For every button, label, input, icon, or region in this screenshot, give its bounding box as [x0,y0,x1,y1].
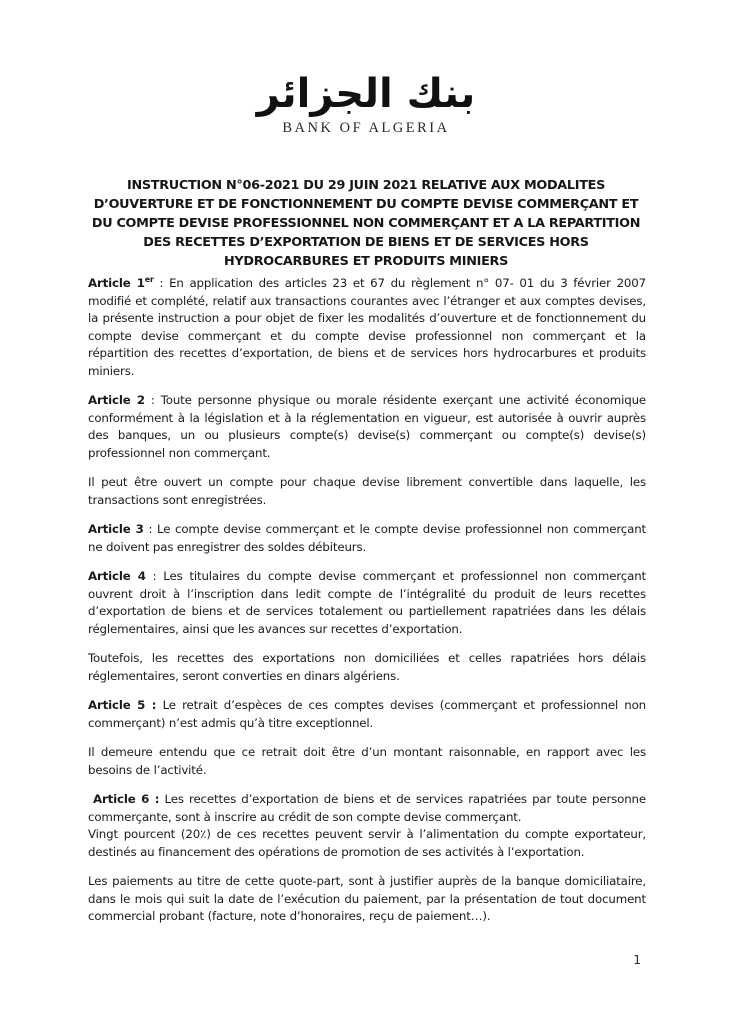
article-paragraph: Article 3 : Le compte devise commerçant et le compte devise professionnel non commerçant ne doivent pas enregistrer des soldes débiteurs. [88,522,647,554]
paragraph-text: Les titulaires du compte devise commerçant et professionnel non commerçant ouvrent droit à l’inscription dans ledit compte de l’intégralité du produit de leurs recettes d’exportation de biens et de services totalement ou partiellement rapatriées dans les délais réglementaires, ainsi que les avances sur recettes d’exportation. [88,569,646,636]
ordinal-superscript: er [144,275,154,285]
paragraph-text: Il peut être ouvert un compte pour chaque devise librement convertible dans laquelle, les transactions sont enregistrées. [88,475,646,507]
body-paragraph [88,474,646,509]
article-label: Article 6 : [93,792,160,806]
article-label: Article 1er [88,275,154,290]
body-paragraph [88,826,646,861]
page-number: 1 [633,953,641,967]
paragraph-text: En application des articles 23 et 67 du règlement n° 07- 01 du 3 février 2007 modifié et complété, relatif aux transactions courantes avec l’étranger et aux comptes devises, la présente instruction a pour objet de fixer les modalités d’ouverture et de fonctionnement du compte devise commerçant et du compte devise professionnel non commerçant et la répartition des recettes d’exportation, de biens et de services hors hydrocarbures et produits miniers. [88,276,646,378]
paragraph-text: Le compte devise commerçant et le compte devise professionnel non commerçant ne doivent pas enregistrer des soldes débiteurs. [88,522,647,554]
paragraph-text: Toute personne physique ou morale résidente exerçant une activité économique conformément à la législation et à la réglementation en vigueur, est autorisée à ouvrir auprès des banques, un ou plusieurs compte(s) devise(s) commerçant ou compte(s) devise(s) professionnel non commerçant. [88,393,647,460]
paragraph-text: Toutefois, les recettes des exportations non domiciliées et celles rapatriées hors délais réglementaires, seront converties en dinars algériens. [88,651,646,683]
title-line: HYDROCARBURES ET PRODUITS MINIERS [224,254,508,269]
paragraph-text: Les paiements au titre de cette quote-part, sont à justifier auprès de la banque domiciliataire, dans le mois qui suit la date de l’exécution du paiement, par la présentation de tout document commercial probant (facture, note d’honoraires, reçu de paiement…). [88,874,646,923]
body-paragraph [88,744,646,779]
article-label: Article 4 [88,569,146,583]
article-label: Article 5 : [88,698,157,712]
article-label: Article 3 [88,522,144,536]
title-line: INSTRUCTION N°06-2021 DU 29 JUIN 2021 RELATIVE AUX MODALITES [127,178,605,193]
bank-logo-arabic-calligraphy: بنك الجزائر [256,71,476,117]
paragraph-text: Il demeure entendu que ce retrait doit être d’un montant raisonnable, en rapport avec les besoins de l’activité. [88,745,646,777]
paragraph-text: Le retrait d’espèces de ces comptes devises (commerçant et professionnel non commerçant) n’est admis qu’à titre exceptionnel. [88,698,646,730]
body-paragraph [88,650,646,685]
title-line: DES RECETTES D’EXPORTATION DE BIENS ET DE SERVICES HORS [143,235,589,250]
body-paragraph [88,873,646,926]
document-body [88,275,646,938]
document-title [87,176,645,271]
paragraph-text: Vingt pourcent (20٪) de ces recettes peuvent servir à l’alimentation du compte exportateur, destinés au financement des opérations de promotion de ses activités à l’exportation. [88,827,646,859]
article-paragraph: Article 4 : Les titulaires du compte devise commerçant et professionnel non commerçant ouvrent droit à l’inscription dans ledit compte de l’intégralité du produit de leurs recettes d’exportation de biens et de services totalement ou partiellement rapatriées dans les délais réglementaires, ainsi que les avances sur recettes d’exportation. [88,569,646,636]
title-line: DU COMPTE DEVISE PROFESSIONNEL NON COMMERÇANT ET A LA REPARTITION [91,216,641,231]
article-paragraph: Article 1er : En application des articles 23 et 67 du règlement n° 07- 01 du 3 février 2007 modifié et complété, relatif aux transactions courantes avec l’étranger et aux comptes devises, la présente instruction a pour objet de fixer les modalités d’ouverture et de fonctionnement du compte devise commerçant et du compte devise professionnel non commerçant et la répartition des recettes d’exportation, de biens et de services hors hydrocarbures et produits miniers. [88,275,646,378]
bank-logo-latin-text: BANK OF ALGERIA [282,120,450,136]
title-line: D’OUVERTURE ET DE FONCTIONNEMENT DU COMPTE DEVISE COMMERÇANT ET [93,197,639,212]
article-paragraph [88,791,646,826]
paragraph-text: Les recettes d’exportation de biens et de services rapatriées par toute personne commerçante, sont à inscrire au crédit de son compte devise commerçant. [88,792,646,824]
bank-logo [0,70,732,136]
article-paragraph: Article 2 : Toute personne physique ou morale résidente exerçant une activité économique conformément à la législation et à la réglementation en vigueur, est autorisée à ouvrir auprès des banques, un ou plusieurs compte(s) devise(s) commerçant ou compte(s) devise(s) professionnel non commerçant. [88,393,647,460]
article-paragraph [88,697,646,732]
article-label: Article 2 [88,393,145,407]
